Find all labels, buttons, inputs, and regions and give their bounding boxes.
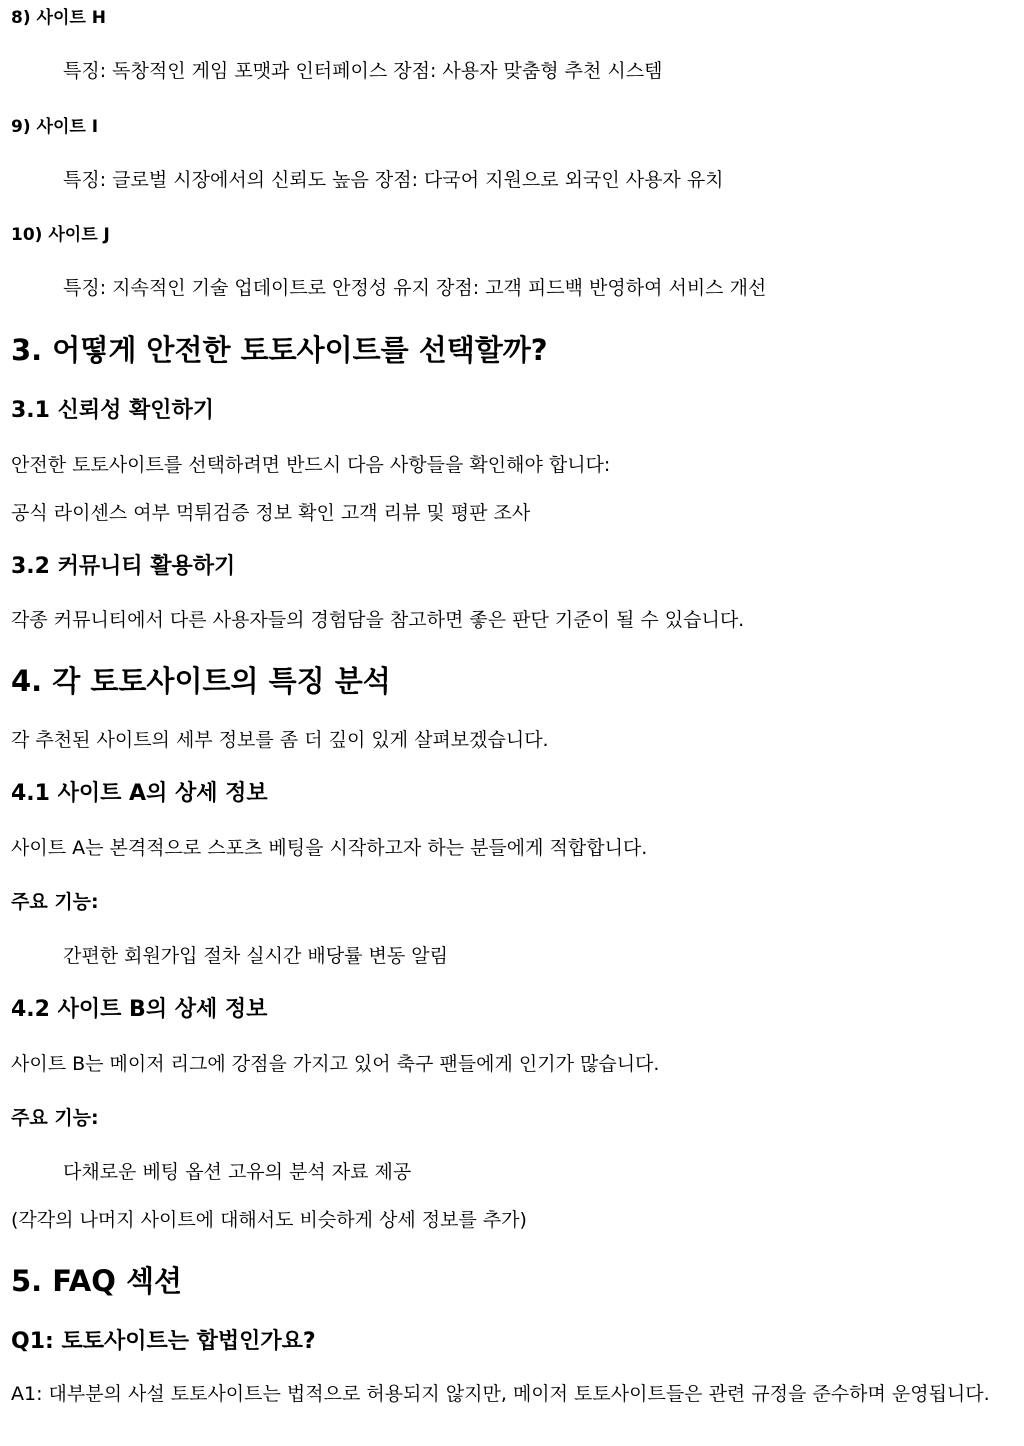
section-4-1-features: 간편한 회원가입 절차 실시간 배당률 변동 알림: [63, 945, 448, 967]
section-5-title: 5. FAQ 섹션: [11, 1264, 182, 1298]
section-3-2-text: 각종 커뮤니티에서 다른 사용자들의 경험담을 참고하면 좋은 판단 기준이 될 수 있습니다.: [11, 609, 745, 631]
faq-a1: A1: 대부분의 사설 토토사이트는 법적으로 허용되지 않지만, 메이저 토토사이트들은 관련 규정을 준수하며 운영됩니다.: [11, 1383, 990, 1405]
faq-q1: Q1: 토토사이트는 합법인가요?: [11, 1329, 316, 1354]
site-i-detail: 특징: 글로벌 시장에서의 신뢰도 높음 장점: 다국어 지원으로 외국인 사용자 유치: [63, 169, 724, 191]
section-4-1-text: 사이트 A는 본격적으로 스포츠 베팅을 시작하고자 하는 분들에게 적합합니다.: [11, 837, 648, 859]
section-4-note: (각각의 나머지 사이트에 대해서도 비슷하게 상세 정보를 추가): [11, 1209, 527, 1231]
site-i-heading: 9) 사이트 I: [11, 117, 99, 137]
site-h-heading: 8) 사이트 H: [11, 8, 106, 28]
section-4-2-features: 다채로운 베팅 옵션 고유의 분석 자료 제공: [63, 1161, 412, 1183]
section-3-1-items: 공식 라이센스 여부 먹튀검증 정보 확인 고객 리뷰 및 평판 조사: [11, 502, 531, 524]
section-3-1-title: 3.1 신뢰성 확인하기: [11, 398, 215, 423]
section-3-title: 3. 어떻게 안전한 토토사이트를 선택할까?: [11, 333, 548, 367]
section-3-2-title: 3.2 커뮤니티 활용하기: [11, 554, 236, 579]
site-j-detail: 특징: 지속적인 기술 업데이트로 안정성 유지 장점: 고객 피드백 반영하여 서비스 개선: [63, 277, 767, 299]
section-4-1-features-label: 주요 기능:: [11, 891, 99, 913]
site-h-detail: 특징: 독창적인 게임 포맷과 인터페이스 장점: 사용자 맞춤형 추천 시스템: [63, 60, 663, 82]
section-4-2-text: 사이트 B는 메이저 리그에 강점을 가지고 있어 축구 팬들에게 인기가 많습니다.: [11, 1053, 660, 1075]
section-3-1-intro: 안전한 토토사이트를 선택하려면 반드시 다음 사항들을 확인해야 합니다:: [11, 454, 611, 476]
section-4-intro: 각 추천된 사이트의 세부 정보를 좀 더 깊이 있게 살펴보겠습니다.: [11, 729, 549, 751]
section-4-title: 4. 각 토토사이트의 특징 분석: [11, 664, 391, 698]
site-j-heading: 10) 사이트 J: [11, 225, 110, 245]
section-4-2-features-label: 주요 기능:: [11, 1107, 99, 1129]
section-4-2-title: 4.2 사이트 B의 상세 정보: [11, 997, 268, 1022]
section-4-1-title: 4.1 사이트 A의 상세 정보: [11, 781, 268, 806]
